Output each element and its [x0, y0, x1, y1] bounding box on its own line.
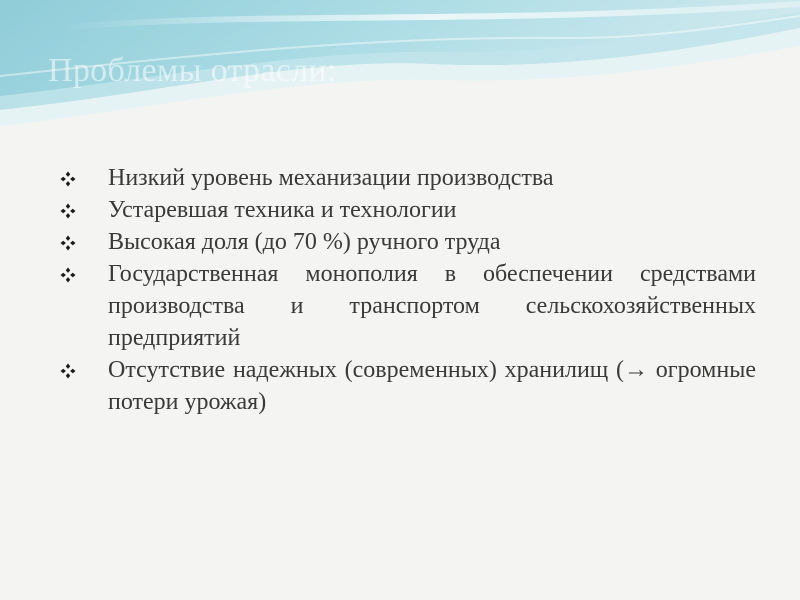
list-item — [58, 194, 756, 226]
bullet-text: Государственная монополия в обеспечении средствами производства и транспортом сельскохозяйственных предприятий — [108, 261, 756, 351]
slide-title: Проблемы отрасли: — [48, 52, 337, 89]
list-item — [58, 226, 756, 258]
bullet-list — [58, 162, 756, 418]
four-diamond-bullet-icon — [60, 171, 76, 187]
bullet-text: Низкий уровень механизации производства — [108, 165, 554, 191]
bullet-text: Отсутствие надежных (современных) хранилищ (→ огромные потери урожая) — [108, 357, 756, 415]
four-diamond-bullet-icon — [60, 203, 76, 219]
four-diamond-bullet-icon — [60, 267, 76, 283]
bullet-text: Высокая доля (до 70 %) ручного труда — [108, 229, 501, 255]
bullet-text: Устаревшая техника и технологии — [108, 197, 457, 223]
four-diamond-bullet-icon — [60, 235, 76, 251]
four-diamond-bullet-icon — [60, 363, 76, 379]
list-item — [58, 162, 756, 194]
list-item — [58, 258, 756, 354]
list-item — [58, 354, 756, 418]
